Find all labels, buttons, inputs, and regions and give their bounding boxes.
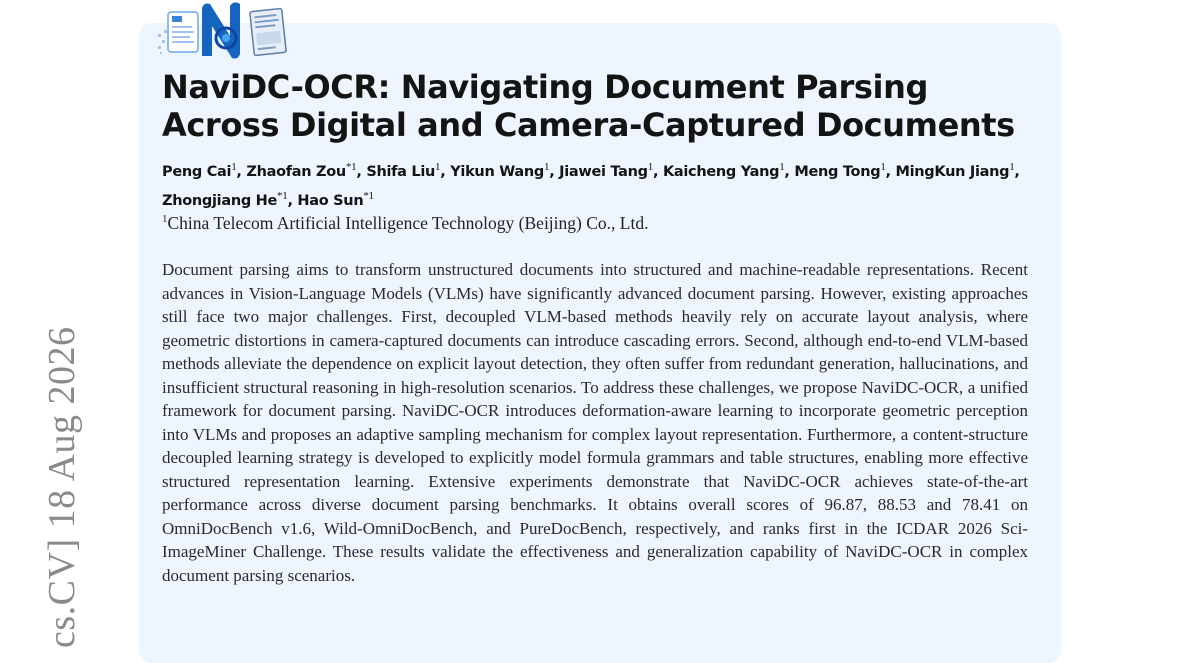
arxiv-side-stamp: cs.CV] 18 Aug 2026 bbox=[41, 326, 83, 648]
affiliation: $^1$China Telecom Artificial Intelligence Technology (Beijing) Co., Ltd. bbox=[162, 213, 649, 233]
paper-title: NaviDC-OCR: Navigating Document Parsing Across Digital and Camera-Captured Documents bbox=[162, 68, 1015, 144]
author-name: MingKun Jiang$^1$ bbox=[895, 161, 1015, 180]
author-name: Shifa Liu$^1$ bbox=[366, 161, 441, 180]
author-name: Zhaofan Zou$^{*1}$ bbox=[246, 161, 357, 180]
author-name: Peng Cai$^1$ bbox=[162, 161, 237, 180]
abstract-text: Document parsing aims to transform unstructured documents into structured and machine-readable representations. Recent advances in Vision-Language Models (VLMs) have significantly advanced document parsing. However, existing approaches still face two major challenges. First, decoupled VLM-based methods heavily rely on accurate layout analysis, where geometric distortions in camera-captured documents can introduce cascading errors. Second, although end-to-end VLM-based methods alleviate the dependence on explicit layout detection, they often suffer from redundant generation, hallucinations, and insufficient structural reasoning in high-resolution scenarios. To address these challenges, we propose NaviDC-OCR, a unified framework for document parsing. NaviDC-OCR introduces deformation-aware learning to incorporate geometric perception into VLMs and proposes an adaptive sampling mechanism for complex layout representation. Furthermore, a content-structure decoupled learning strategy is developed to explicitly model formula grammars and table structures, enabling more effective structured representation learning. Extensive experiments demonstrate that NaviDC-OCR achieves state-of-the-art performance across diverse document parsing benchmarks. It obtains overall scores of 96.87, 88.53 and 78.41 on OmniDocBench v1.6, Wild-OmniDocBench, and PureDocBench, respectively, and ranks first in the ICDAR 2026 Sci-ImageMiner Challenge. These results validate the effectiveness and generalization capability of NaviDC-OCR in complex document parsing scenarios. bbox=[162, 260, 1028, 585]
author-name: Zhongjiang He$^{*1}$ bbox=[162, 189, 288, 209]
navidc-logo-icon bbox=[156, 0, 296, 62]
author-name: Yikun Wang$^1$ bbox=[450, 161, 550, 180]
author-name: Kaicheng Yang$^1$ bbox=[662, 161, 785, 180]
author-name: Meng Tong$^1$ bbox=[794, 161, 886, 180]
author-name: Jiawei Tang$^1$ bbox=[559, 161, 653, 180]
author-list: Peng Cai$^1$, Zhaofan Zou$^{*1}$, Shifa Liu$^1$, Yikun Wang$^1$, Jiawei Tang$^1$, Kaicheng Yang$^1$, Meng Tong$^1$, MingKun Jiang$^1$, Zhongjiang He$^{*1}$, Hao Sun$^{*1}$ bbox=[162, 161, 1020, 209]
author-name: Hao Sun$^{*1}$ bbox=[297, 189, 374, 209]
